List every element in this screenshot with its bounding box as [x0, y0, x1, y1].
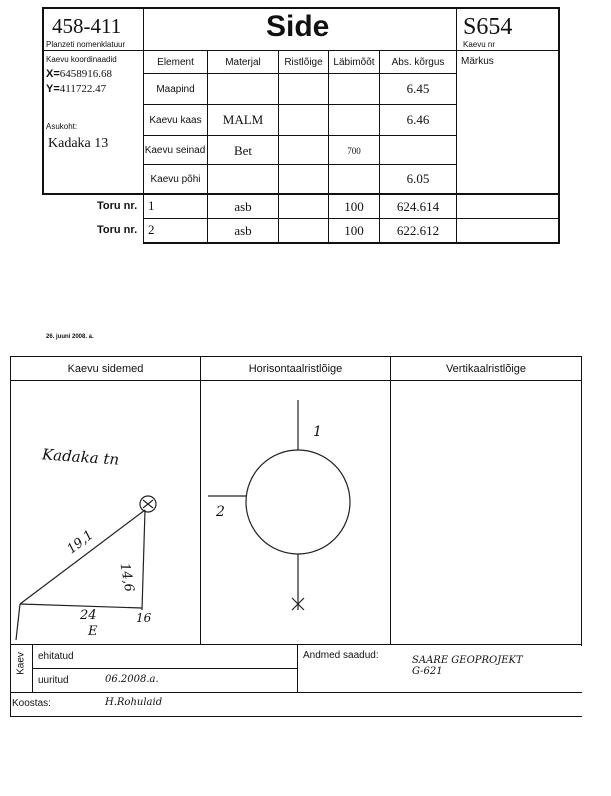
direction-letter: E	[88, 624, 98, 639]
row-element: Kaevu seinad	[144, 145, 206, 156]
pipe-1-label: 1	[313, 424, 322, 440]
x-label: X=	[46, 68, 60, 80]
x-value: 6458916.68	[59, 68, 113, 80]
col-horizontal: Horisontaalristlõige	[248, 362, 343, 375]
pipe-label: Toru nr.	[97, 200, 138, 212]
col-section: Ristlõige	[284, 56, 323, 68]
surveyed-value: 06.2008.a.	[105, 674, 159, 685]
measure-line	[16, 604, 20, 640]
row-height: 6.46	[406, 112, 430, 127]
distance-label: 14,6	[116, 561, 137, 594]
pipe-material: asb	[234, 198, 252, 214]
pipe-number: 1	[148, 198, 155, 213]
pipe-height: 622.612	[396, 222, 440, 238]
col-connections: Kaevu sidemed	[67, 362, 144, 375]
map-number: 458-411	[52, 14, 122, 38]
built-label: ehitatud	[38, 651, 74, 662]
street-name: Kadaka tn	[41, 445, 120, 469]
data-by-value: SAARE GEOPROJEKT	[412, 655, 523, 666]
distance-label: 19,1	[64, 527, 97, 558]
col-material: Materjal	[225, 56, 261, 68]
pipe-2-label: 2	[216, 504, 225, 520]
kaev-label: Kaev	[15, 652, 27, 675]
pipe-diameter: 100	[344, 198, 364, 214]
row-element: Kaevu kaas	[149, 114, 202, 126]
data-by-code: G-621	[412, 666, 443, 677]
compiled-value: H.Rohulaid	[105, 697, 163, 708]
row-element: Kaevu põhi	[150, 173, 201, 185]
y-value: 411722.47	[59, 83, 107, 95]
distance-label: 24	[80, 608, 97, 623]
distance-label: 16	[136, 611, 152, 625]
measure-line	[142, 510, 145, 610]
col-vertical: Vertikaalristlõige	[445, 362, 527, 375]
col-diameter: Läbimõõt	[333, 56, 375, 68]
col-abs-height: Abs. kõrgus	[391, 56, 445, 68]
row-material: Bet	[233, 142, 253, 158]
row-material: MALM	[222, 112, 264, 127]
row-height: 6.45	[406, 81, 430, 96]
pipe-number: 2	[148, 222, 155, 237]
coords-label: Kaevu koordinaadid	[46, 55, 117, 64]
col-element: Element	[157, 56, 194, 68]
surveyed-label: uuritud	[38, 675, 69, 686]
pipe-label: Toru nr.	[97, 224, 138, 236]
location-value: Kadaka 13	[48, 136, 109, 151]
well-cross-icon	[143, 500, 153, 508]
data-by-label: Andmed saadud:	[303, 650, 379, 661]
well-number-label: Kaevu nr	[463, 40, 496, 49]
pipe-material: asb	[234, 222, 252, 238]
location-label: Asukoht:	[46, 122, 78, 131]
page-title: Side	[266, 10, 330, 43]
y-label: Y=	[46, 83, 60, 95]
well-number: S654	[463, 14, 513, 40]
pipe-diameter: 100	[344, 222, 364, 238]
map-number-label: Planzeti nomenklatuur	[46, 40, 126, 49]
row-height: 6.05	[406, 171, 430, 186]
well-section-circle	[246, 450, 350, 554]
pipe-height: 624.614	[396, 198, 440, 214]
compiled-label: Koostas:	[12, 698, 51, 709]
row-element: Maapind	[156, 83, 195, 95]
col-remarks: Märkus	[461, 56, 494, 67]
date-line: 26. juuni 2008. a.	[46, 334, 94, 340]
row-diameter: 700	[347, 145, 361, 156]
